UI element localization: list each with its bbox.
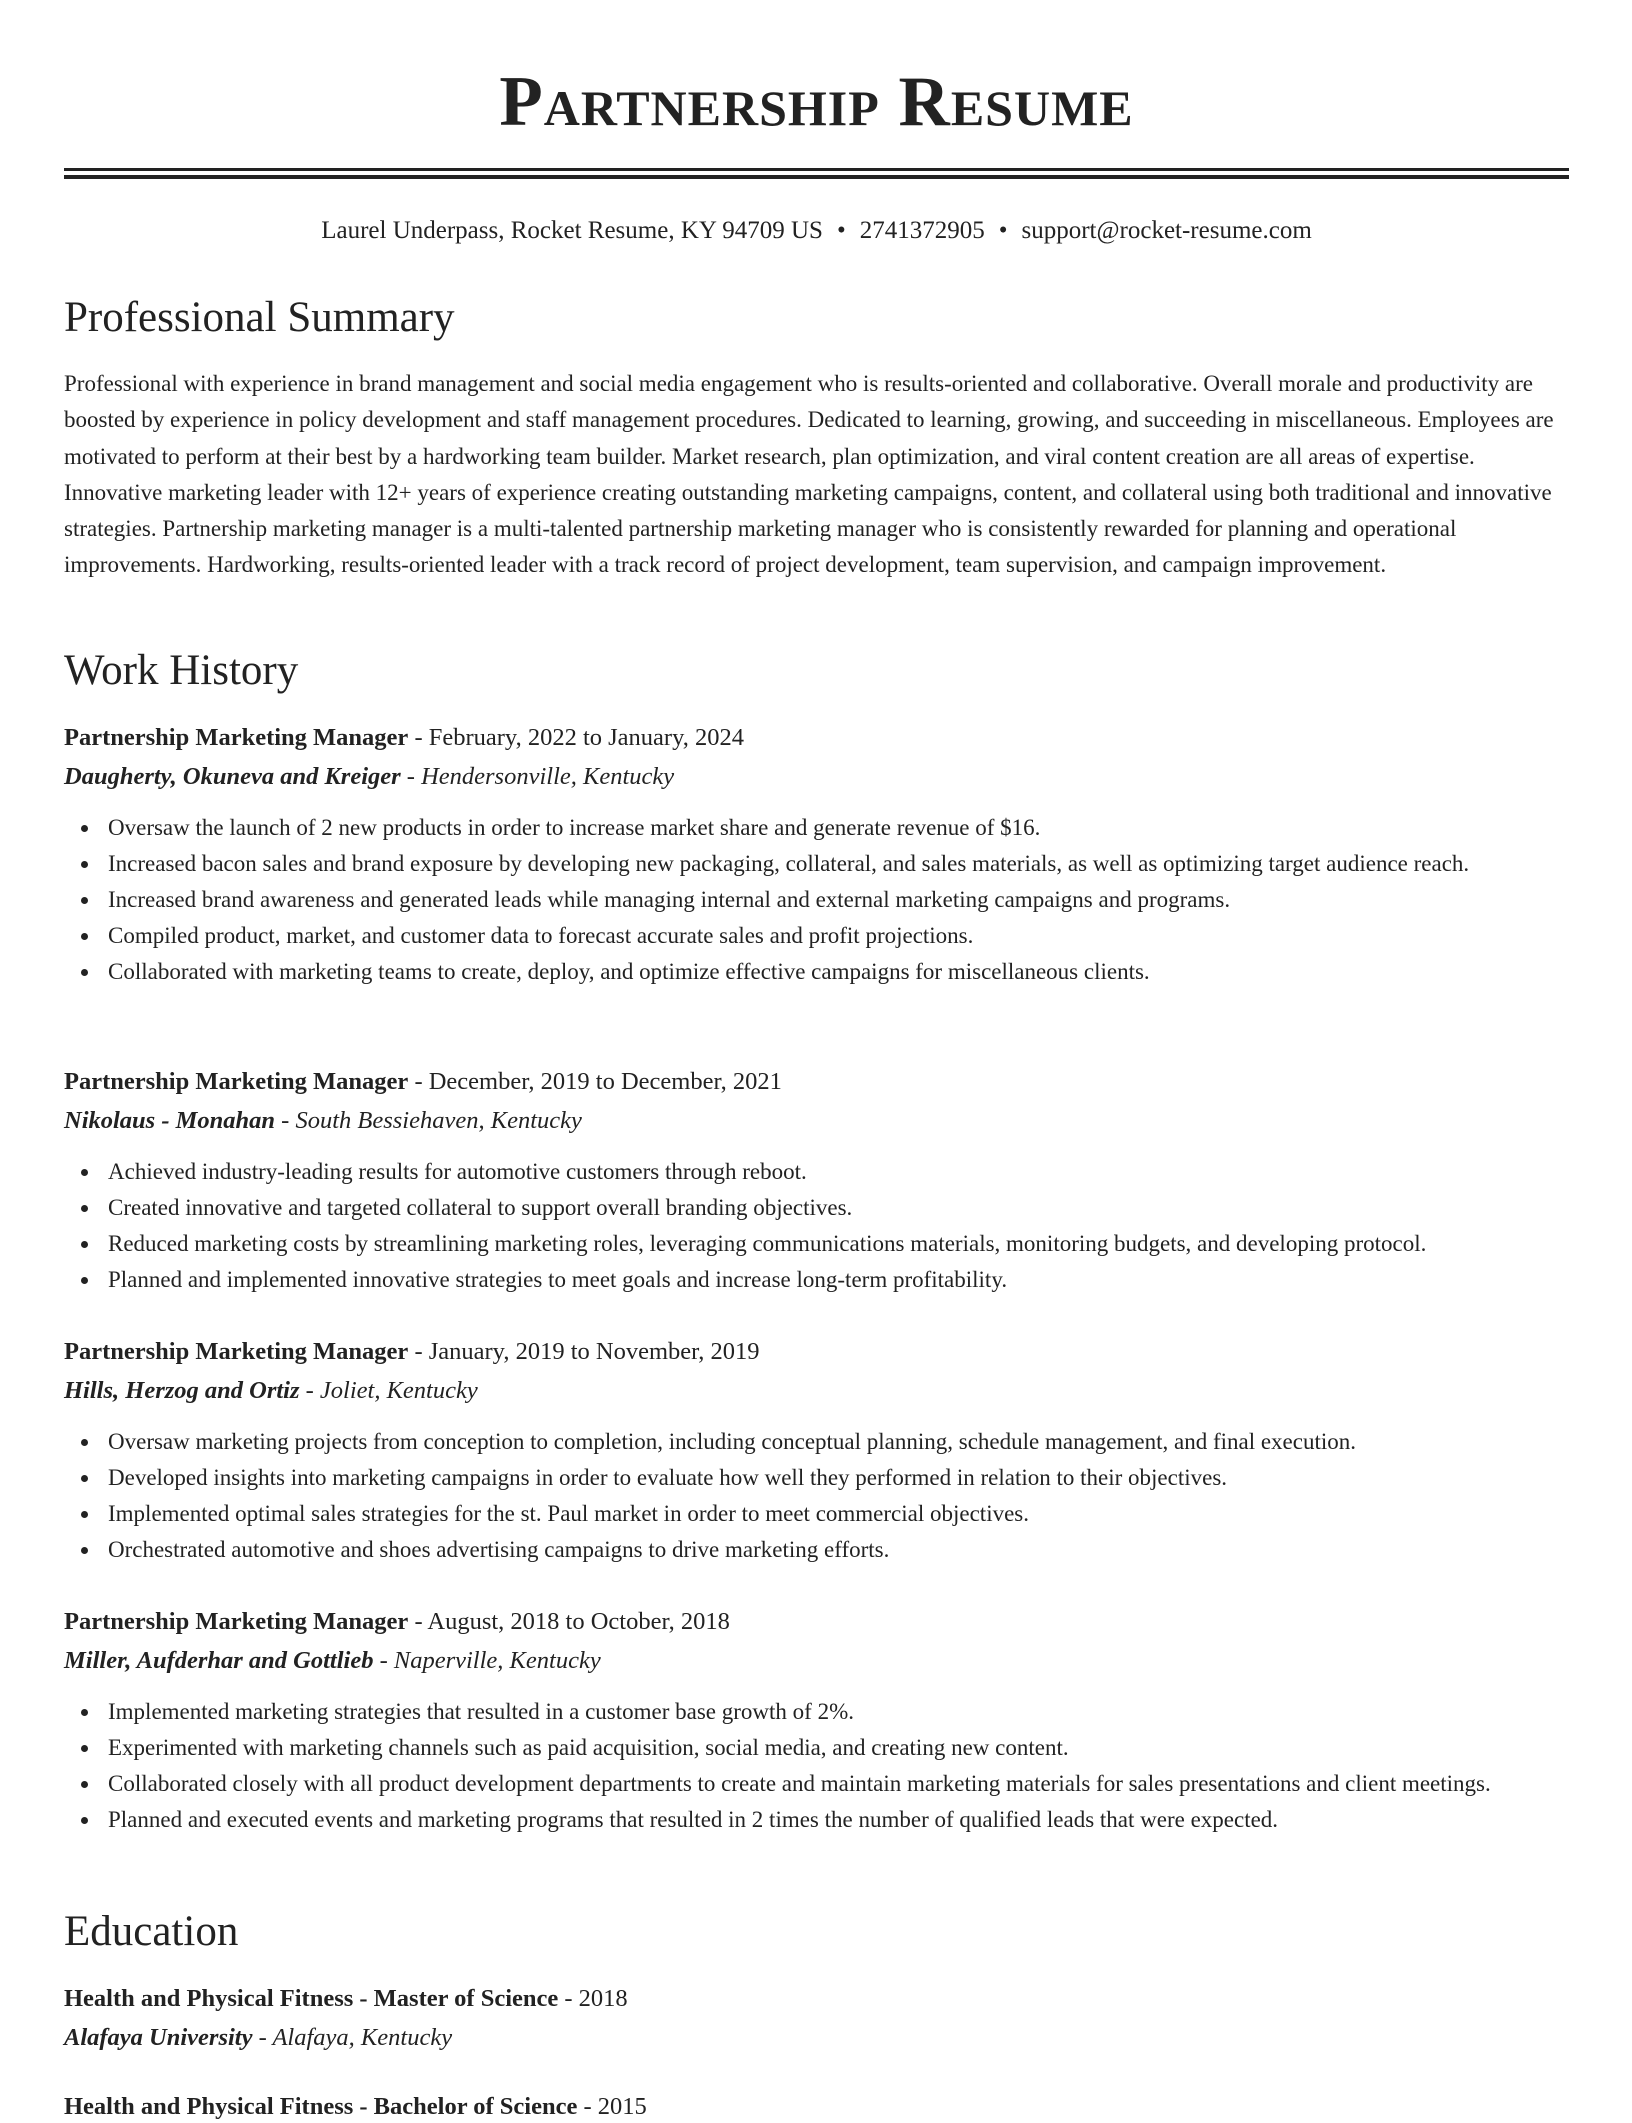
education-school: Alafaya University [64,2024,253,2051]
job-title: Partnership Marketing Manager [64,724,409,751]
job-title-line [64,722,1569,754]
job-bullet: Planned and implemented innovative strategies to meet goals and increase long-term profitability. [64,1262,1569,1298]
summary-heading: Professional Summary [64,294,455,341]
contact-email: support@rocket-resume.com [1021,217,1312,244]
job-location: - Hendersonville, Kentucky [400,763,675,790]
education-degree: Health and Physical Fitness - Master of Science [64,1985,559,2012]
job-company-line [64,1645,1569,1677]
job-title: Partnership Marketing Manager [64,1608,409,1635]
job-entry [64,1606,1569,1838]
education-degree: Health and Physical Fitness - Bachelor of Science [64,2093,578,2120]
job-title: Partnership Marketing Manager [64,1068,409,1095]
education-location: - Alafaya, Kentucky [252,2024,453,2051]
job-company-line [64,761,1569,793]
job-entry [64,722,1569,990]
contact-line [64,216,1569,246]
job-title-line [64,1336,1569,1368]
contact-separator: • [836,217,846,244]
education-school-line [64,2022,1569,2054]
education-year: - 2018 [558,1985,628,2012]
job-entry [64,1066,1569,1298]
job-location: - Naperville, Kentucky [373,1647,601,1674]
job-dates: - August, 2018 to October, 2018 [408,1608,730,1635]
job-company-line [64,1375,1569,1407]
job-bullet: Reduced marketing costs by streamlining marketing roles, leveraging communications materials, monitoring budgets, and developing protocol. [64,1226,1569,1262]
job-title-line [64,1066,1569,1098]
contact-phone: 2741372905 [859,217,985,244]
job-entry [64,1336,1569,1568]
job-bullet: Implemented marketing strategies that resulted in a customer base growth of 2%. [64,1694,1569,1730]
job-bullet: Orchestrated automotive and shoes advertising campaigns to drive marketing efforts. [64,1532,1569,1568]
job-company: Daugherty, Okuneva and Kreiger [64,763,401,790]
education-degree-line [64,2091,1569,2123]
job-dates: - January, 2019 to November, 2019 [408,1338,760,1365]
job-dates: - February, 2022 to January, 2024 [408,724,744,751]
job-bullet: Oversaw marketing projects from conception to completion, including conceptual planning, schedule management, and final execution. [64,1424,1569,1460]
education-entry [64,2091,1569,2123]
job-bullet: Created innovative and targeted collateral to support overall branding objectives. [64,1190,1569,1226]
job-bullet: Increased brand awareness and generated leads while managing internal and external marketing campaigns and programs. [64,882,1569,918]
summary-text: Professional with experience in brand management and social media engagement who is results-oriented and collaborative. Overall morale and productivity are boosted by experience in policy development and staff management procedures. Dedicated to learning, growing, and succeeding in miscellaneous. Employees are motivated to perform at their best by a hardworking team builder. Market research, plan optimization, and viral content creation are all areas of expertise. Innovative marketing leader with 12+ years of experience creating outstanding marketing campaigns, content, and collateral using both traditional and innovative strategies. Partnership marketing manager is a multi-talented partnership marketing manager who is consistently rewarded for planning and operational improvements. Hardworking, results-oriented leader with a track record of project development, team supervision, and campaign improvement. [64,371,1554,578]
title-divider [64,168,1569,179]
job-company-line [64,1105,1569,1137]
job-bullet: Planned and executed events and marketing programs that resulted in 2 times the number of qualified leads that were expected. [64,1802,1569,1838]
education-degree-line [64,1983,1569,2015]
job-bullets [64,1424,1569,1568]
job-bullets [64,1694,1569,1838]
work-history-heading: Work History [64,647,299,694]
education-year: - 2015 [577,2093,647,2120]
job-bullet: Increased bacon sales and brand exposure by developing new packaging, collateral, and sales materials, as well as optimizing target audience reach. [64,846,1569,882]
job-bullet: Experimented with marketing channels such as paid acquisition, social media, and creating new content. [64,1730,1569,1766]
contact-address: Laurel Underpass, Rocket Resume, KY 94709 US [321,217,823,244]
job-location: - South Bessiehaven, Kentucky [275,1107,582,1134]
job-company: Miller, Aufderhar and Gottlieb [64,1647,374,1674]
job-title: Partnership Marketing Manager [64,1338,409,1365]
job-bullet: Compiled product, market, and customer data to forecast accurate sales and profit projections. [64,918,1569,954]
contact-separator: • [998,217,1008,244]
job-bullet: Implemented optimal sales strategies for the st. Paul market in order to meet commercial objectives. [64,1496,1569,1532]
job-location: - Joliet, Kentucky [299,1377,478,1404]
job-company: Hills, Herzog and Ortiz [64,1377,300,1404]
job-company: Nikolaus - Monahan [64,1107,276,1134]
education-entry [64,1983,1569,2054]
job-bullet: Oversaw the launch of 2 new products in order to increase market share and generate revenue of $16. [64,810,1569,846]
resume-title: Partnership Resume [499,63,1134,141]
job-dates: - December, 2019 to December, 2021 [408,1068,782,1095]
education-heading: Education [64,1908,239,1955]
job-title-line [64,1606,1569,1638]
job-bullet: Collaborated with marketing teams to create, deploy, and optimize effective campaigns for miscellaneous clients. [64,954,1569,990]
job-bullets [64,810,1569,990]
job-bullet: Collaborated closely with all product development departments to create and maintain marketing materials for sales presentations and client meetings. [64,1766,1569,1802]
job-bullets [64,1154,1569,1298]
job-bullet: Developed insights into marketing campaigns in order to evaluate how well they performed in relation to their objectives. [64,1460,1569,1496]
job-bullet: Achieved industry-leading results for automotive customers through reboot. [64,1154,1569,1190]
